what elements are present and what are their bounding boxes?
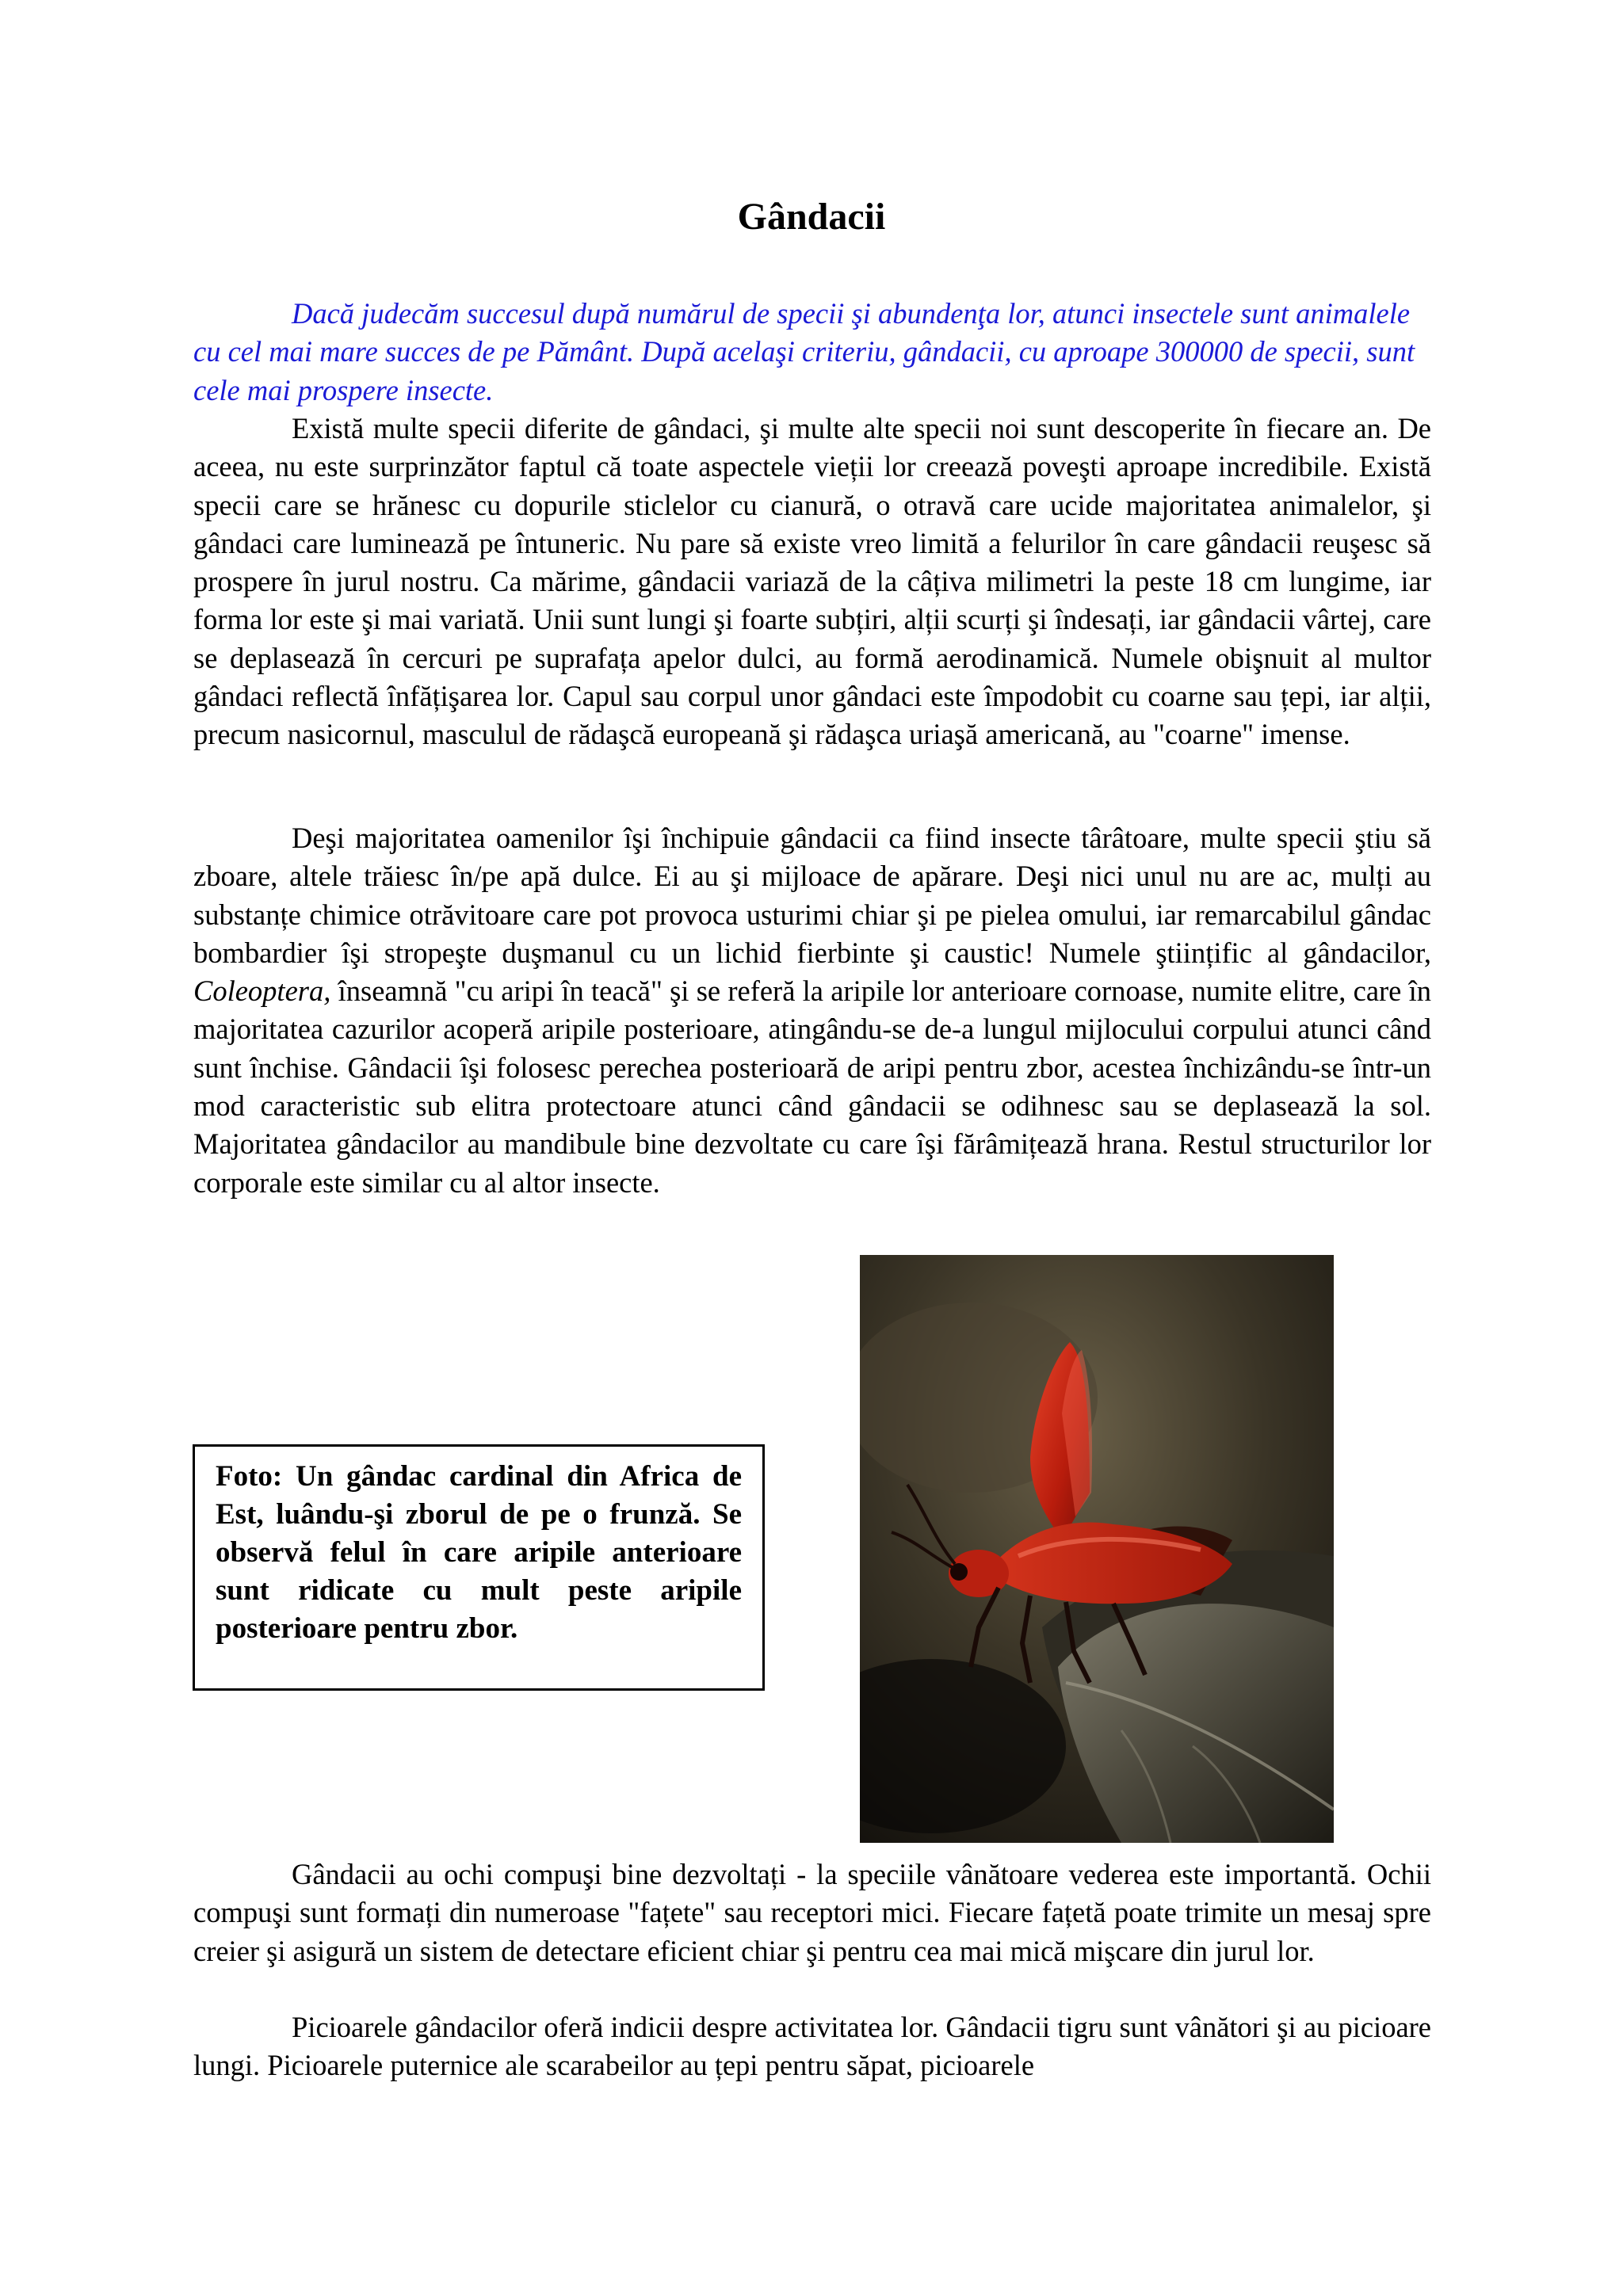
body-paragraph-2 (193, 819, 1431, 1202)
paragraph-2-part-2: înseamnă "cu aripi în teacă" şi se referă la aripile lor anterioare cornoase, numite elitre, care în majoritatea cazurilor acoperă aripile posterioare, atingându-se de-a lungul mijlocului corpului atunci când sunt închise. Gândacii îşi folosesc perechea posterioară de aripi pentru zbor, acestea închizându-se într-un mod caracteristic sub elitra protectoare atunci când gândacii se odihnesc sau se deplasează la sol. Majoritatea gândacilor au mandibule bine dezvoltate cu care îşi fărâmițează hrana. Restul structurilor lor corporale este similar cu al altor insecte. (193, 974, 1432, 1199)
photo-caption: Foto: Un gândac cardinal din Africa de Est, luându-şi zborul de pe o frunză. Se observă felul în care aripile anterioare sunt ridicate cu mult peste aripile posterioare pentru zbor. (216, 1460, 742, 1645)
beetle-photo (860, 1255, 1334, 1843)
page-title: Gândacii (737, 196, 886, 238)
body-paragraph-1: Există multe specii diferite de gândaci, şi multe alte specii noi sunt descoperite în fiecare an. De aceea, nu este surprinzător faptul că toate aspectele vieții lor creează poveşti aproape incredibile. Există specii care se hrănesc cu dopurile sticlelor cu cianură, o otravă care ucide majoritatea animalelor, şi gândaci care luminează pe întuneric. Nu pare să existe vreo limită a felurilor în care gândacii reuşesc să prospere în jurul nostru. Ca mărime, gândacii variază de la câțiva milimetri la peste 18 cm lungime, iar forma lor este şi mai variată. Unii sunt lungi şi foarte subțiri, alții scurți şi îndesați, iar gândacii vârtej, care se deplasează în cercuri pe suprafața apelor dulci, au formă aerodinamică. Numele obişnuit al multor gândaci reflectă înfățişarea lor. Capul sau corpul unor gândaci este împodobit cu coarne sau țepi, iar alții, precum nasicornul, masculul de rădaşcă europeană şi rădaşca uriaşă americană, au "coarne" imense. (193, 412, 1431, 751)
intro-paragraph: Dacă judecăm succesul după numărul de specii şi abundenţa lor, atunci insectele sunt animalele cu cel mai mare succes de pe Pământ. După acelaşi criteriu, gândacii, cu aproape 300000 de specii, sunt cele mai prospere insecte. (193, 297, 1415, 406)
paragraph-2-part-1: Deşi majoritatea oamenilor îşi închipuie gândacii ca fiind insecte târâtoare, multe specii ştiu să zboare, altele trăiesc în/pe apă dulce. Ei au şi mijloace de apărare. Deşi nici unul nu are ac, mulți au substanțe chimice otrăvitoare care pot provoca usturimi chiar şi pe pielea omului, iar remarcabilul gândac bombardier îşi stropeşte duşmanul cu un lichid fierbinte şi caustic! Numele ştiințific al gândacilor, (193, 822, 1431, 969)
beetle-photo-illustration (860, 1255, 1334, 1843)
photo-caption-box (193, 1444, 765, 1691)
scientific-name: Coleoptera, (193, 974, 331, 1008)
body-paragraph-3: Gândacii au ochi compuşi bine dezvoltați - la speciile vânătoare vederea este importantă. Ochii compuşi sunt formați din numeroase "fațete" sau receptori mici. Fiecare fațetă poate trimite un mesaj spre creier şi asigură un sistem de detectare eficient chiar şi pentru cea mai mică mişcare din jurul lor. (193, 1858, 1431, 1967)
body-paragraph-4: Picioarele gândacilor oferă indicii despre activitatea lor. Gândacii tigru sunt vânători şi au picioare lungi. Picioarele puternice ale scarabeilor au țepi pentru săpat, picioarele (193, 2011, 1431, 2082)
